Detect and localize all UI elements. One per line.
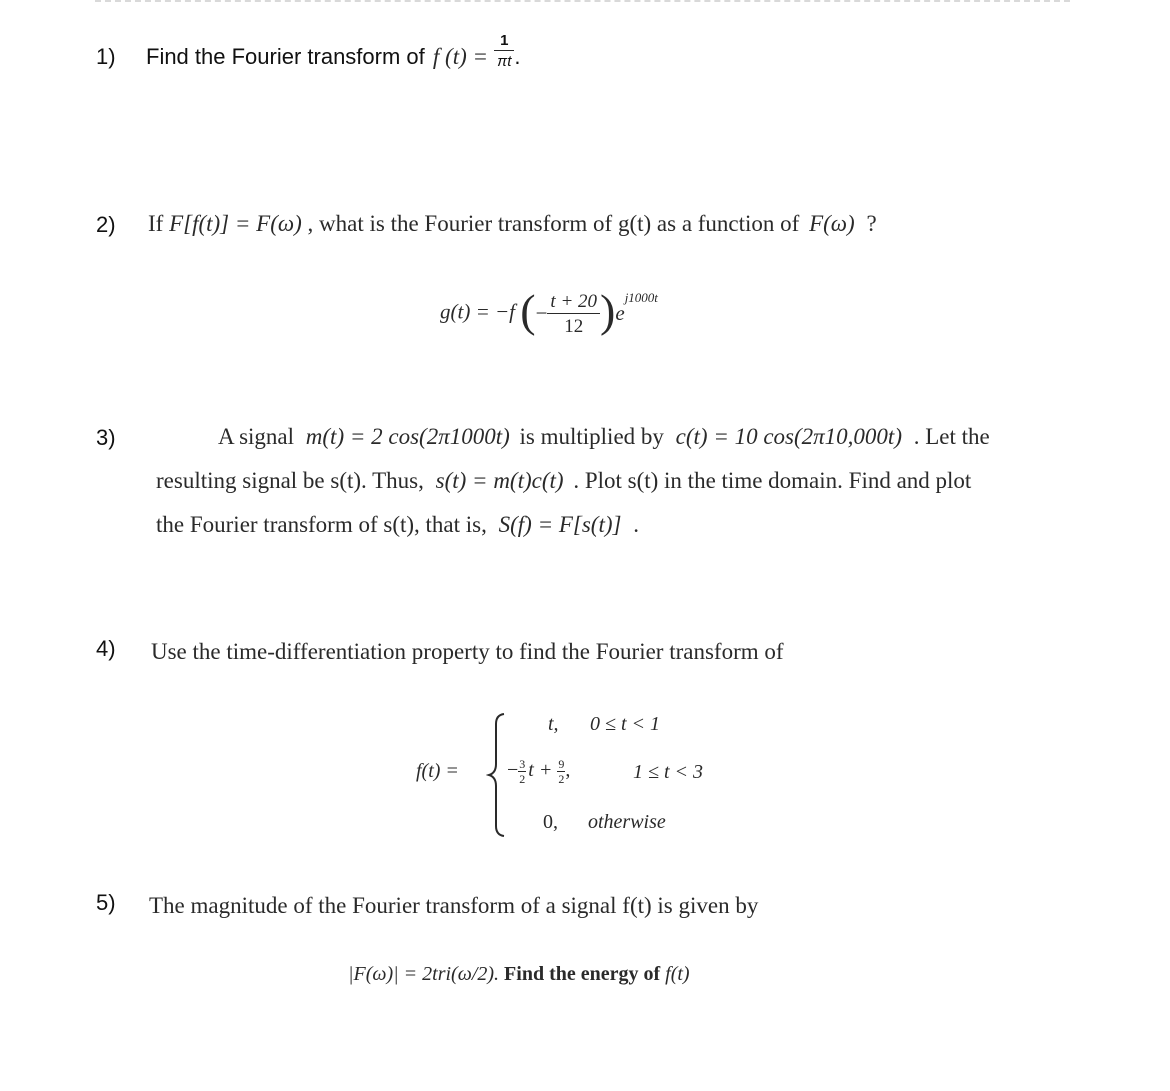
question-5-number: 5) xyxy=(96,890,116,915)
question-2-frac-num: t + 20 xyxy=(547,292,600,314)
question-1-prompt: Find the Fourier transform of xyxy=(146,44,425,69)
question-2-fraction xyxy=(547,292,600,336)
question-5-equation xyxy=(348,963,690,986)
question-3-m-expr: m(t) = 2 cos(2π1000t) xyxy=(305,424,510,449)
question-4-case-3-expr: 0, xyxy=(543,811,558,833)
question-2-text xyxy=(148,211,877,237)
question-4-text: Use the time-differentiation property to find the Fourier transform of xyxy=(151,639,784,664)
question-2-exp-power: j1000t xyxy=(624,290,658,306)
question-4-case-2-mid: t + xyxy=(528,759,553,782)
question-4-case-2-minus: − xyxy=(507,759,519,782)
question-3-line-1 xyxy=(218,424,990,450)
question-3-text-e: . Plot s(t) in the time domain. Find and plot xyxy=(573,468,972,493)
question-4-case-1-cond: 0 ≤ t < 1 xyxy=(590,713,661,735)
question-3-text-f: the Fourier transform of s(t), that is, xyxy=(156,512,487,537)
question-1-frac-den: πt xyxy=(497,53,512,71)
question-3-number: 3) xyxy=(96,425,116,450)
question-3-c-expr: c(t) = 10 cos(2π10,000t) xyxy=(675,424,902,449)
question-1-function: f (t) = xyxy=(432,44,489,69)
question-2-expr-F: F(ω) xyxy=(809,211,855,236)
question-2-frac-den: 12 xyxy=(564,315,584,337)
question-3-text-d: resulting signal be s(t). Thus, xyxy=(156,468,424,493)
question-2-left-paren: ( xyxy=(520,285,536,336)
question-3-S-expr: S(f) = F[s(t)] xyxy=(498,512,622,537)
question-3-text-a: A signal xyxy=(218,424,295,449)
question-1-frac-num: 1 xyxy=(494,33,514,51)
question-2-number: 2) xyxy=(96,212,116,237)
question-2-question-mark: ? xyxy=(866,211,877,236)
top-dashed-border xyxy=(95,0,1070,2)
question-4-number: 4) xyxy=(96,636,116,661)
question-5-eq-text: Find the energy of xyxy=(504,963,661,985)
question-1-period: . xyxy=(514,44,521,69)
question-3-line-2 xyxy=(156,468,971,494)
question-1-number: 1) xyxy=(96,44,116,69)
question-4-lhs: f(t) = xyxy=(416,760,459,782)
question-5-eq-func: f(t) xyxy=(665,963,690,985)
question-3-text-b: is multiplied by xyxy=(519,424,664,449)
question-2-equation xyxy=(440,287,658,340)
question-2-right-paren: ) xyxy=(600,285,616,336)
question-4-case-3-cond: otherwise xyxy=(588,811,666,833)
question-3-text-g: . xyxy=(633,512,639,537)
question-5-text: The magnitude of the Fourier transform of a signal f(t) is given by xyxy=(149,893,759,918)
question-2-eq-minus: − xyxy=(535,301,548,325)
question-1-text xyxy=(146,32,521,71)
question-2-expr-f: F[f(t)] = F(ω) xyxy=(169,211,302,236)
question-3-text-c: . Let the xyxy=(913,424,990,449)
question-5-eq: |F(ω)| = 2tri(ω/2). xyxy=(348,963,500,985)
question-2-if: If xyxy=(148,211,164,236)
question-4-case-2-cond: 1 ≤ t < 3 xyxy=(633,761,704,783)
question-3-line-3 xyxy=(156,512,639,538)
question-2-prompt: , what is the Fourier transform of g(t) as a function of xyxy=(307,211,800,236)
question-4-case-1-expr: t, xyxy=(548,713,559,735)
question-3-s-expr: s(t) = m(t)c(t) xyxy=(435,468,564,493)
question-1-fraction xyxy=(494,33,514,69)
question-2-eq-lhs: g(t) = −f xyxy=(440,299,515,324)
question-4-case-2-expr xyxy=(507,758,570,785)
question-2-exp-base: e xyxy=(615,301,625,325)
question-4-case-2-frac-1: $\frac{3}{2}$ xyxy=(519,757,526,786)
question-4-case-2-comma: , xyxy=(565,759,571,782)
question-4-case-2-frac-2: $\frac{9}{2}$ xyxy=(558,757,565,786)
